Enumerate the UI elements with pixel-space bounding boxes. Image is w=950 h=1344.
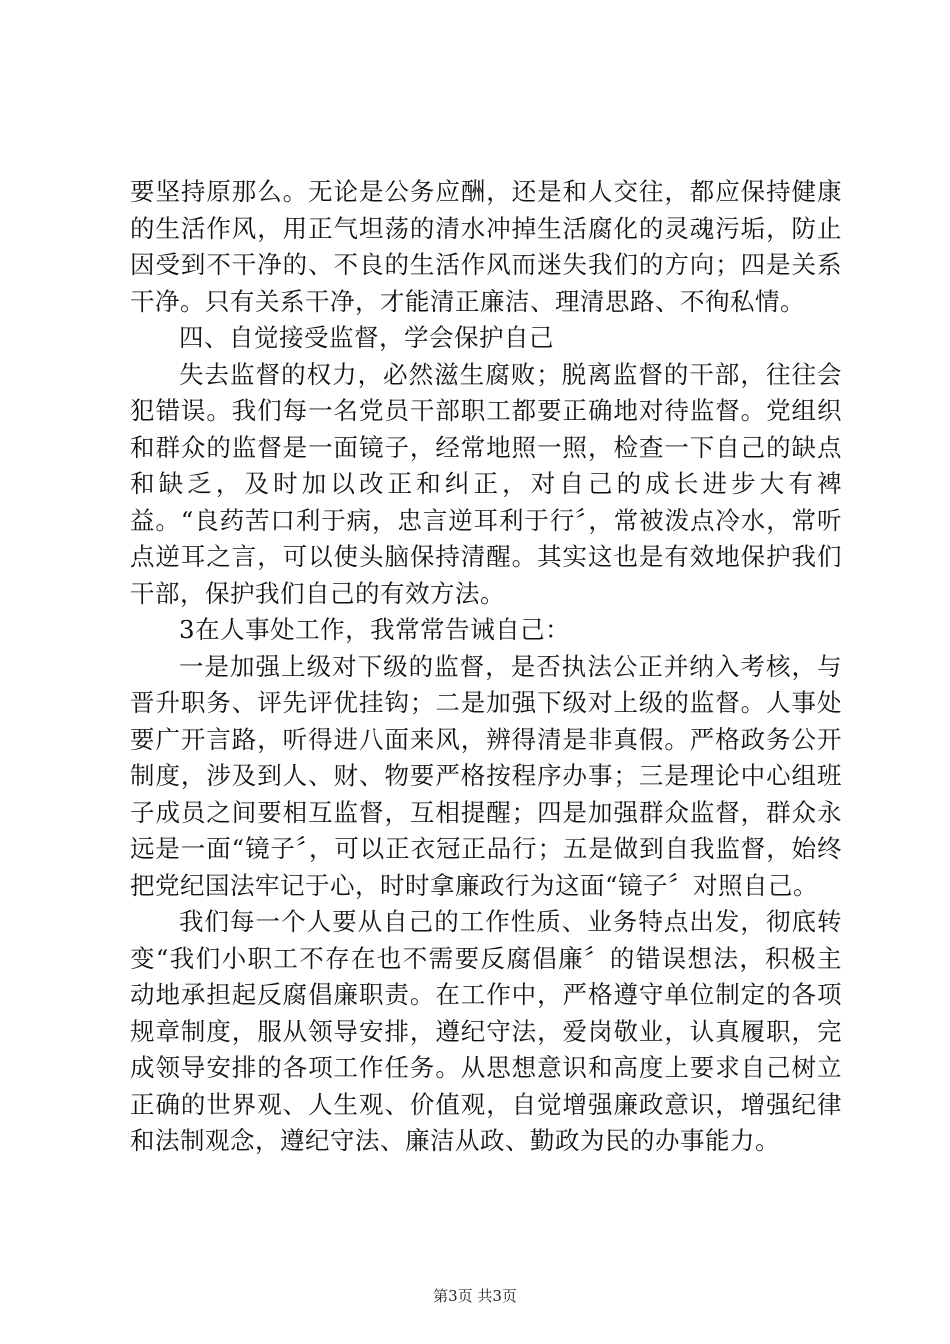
document-body (130, 174, 842, 1160)
paragraph-personnel-measures: 一是加强上级对下级的监督，是否执法公正并纳入考核，与晋升职务、评先评优挂钩；二是加强下级对上级的监督。人事处要广开言路，听得进八面来风，辨得清是非真假。严格政务公开制度，涉及到人、财、物要严格按程序办事；三是理论中心组班子成员之间要相互监督，互相提醒；四是加强群众监督，群众永远是一面“镜子〞，可以正衣冠正品行；五是做到自我监督，始终把党纪国法牢记于心，时时拿廉政行为这面“镜子〞对照自己。 (130, 651, 842, 900)
paragraph-continuation: 要坚持原那么。无论是公务应酬，还是和人交往，都应保持健康的生活作风，用正气坦荡的清水冲掉生活腐化的灵魂污垢，防止因受到不干净的、不良的生活作风而迷失我们的方向；四是关系干净。只有关系干净，才能清正廉洁、理清思路、不徇私情。 (130, 177, 842, 316)
section-heading: 四、自觉接受监督，学会保护自己 (179, 323, 554, 352)
paragraph-conclusion: 我们每一个人要从自己的工作性质、业务特点出发，彻底转变“我们小职工不存在也不需要反腐倡廉〞的错误想法，积极主动地承担起反腐倡廉职责。在工作中，严格遵守单位制定的各项规章制度，服从领导安排，遵纪守法，爱岗敬业，认真履职，完成领导安排的各项工作任务。从思想意识和高度上要求自己树立正确的世界观、人生观、价值观，自觉增强廉政意识，增强纪律和法制观念，遵纪守法、廉洁从政、勤政为民的办事能力。 (130, 907, 842, 1155)
paragraph-personnel-intro: 3在人事处工作，我常常告诫自己： (179, 615, 571, 644)
page-number-footer: 第3页 共3页 (433, 1287, 517, 1305)
paragraph-supervision: 失去监督的权力，必然滋生腐败；脱离监督的干部，往往会犯错误。我们每一名党员干部职工都要正确地对待监督。党组织和群众的监督是一面镜子，经常地照一照，检查一下自己的缺点和缺乏，及时加以改正和纠正，对自己的成长进步大有裨益。“良药苦口利于病，忠言逆耳利于行〞，常被泼点冷水，常听点逆耳之言，可以使头脑保持清醒。其实这也是有效地保护我们干部，保护我们自己的有效方法。 (130, 359, 842, 608)
